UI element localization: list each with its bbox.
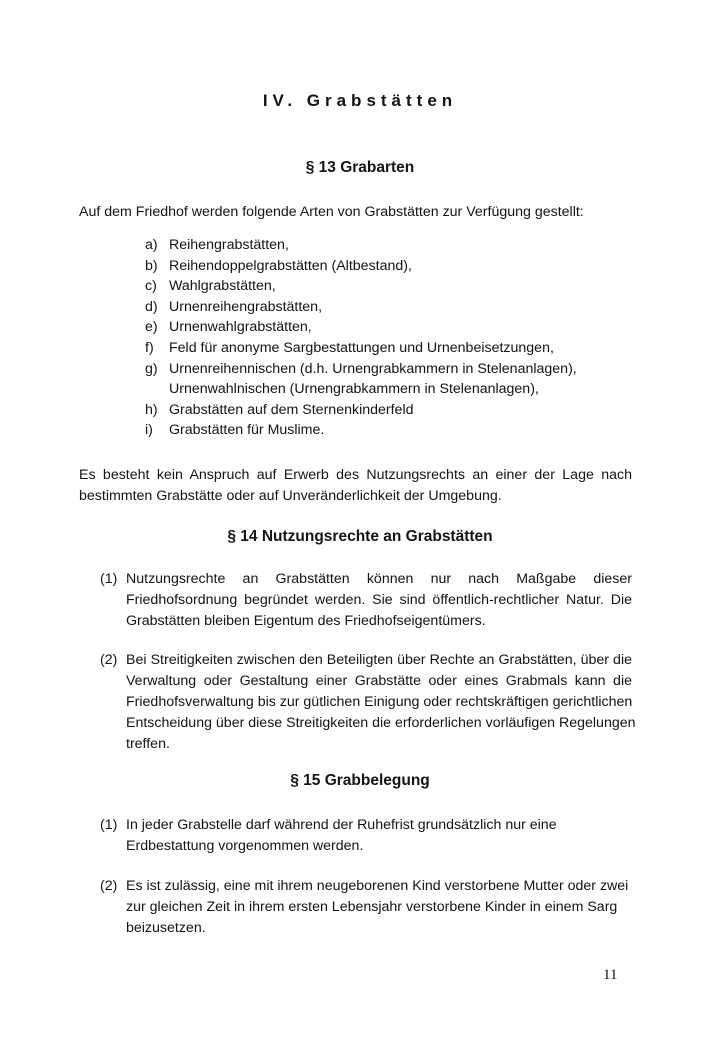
section-13-closing bbox=[79, 465, 632, 507]
list-item-text: Feld für anonyme Sargbestattungen und Urnenbeisetzungen, bbox=[169, 339, 554, 356]
list-item-letter: g) bbox=[145, 360, 158, 377]
paragraph-number: (1) bbox=[100, 817, 118, 833]
paragraph-line: Entscheidung über diese Streitigkeiten die erforderlichen vorläufigen Regelungen bbox=[126, 715, 636, 731]
list-item-letter: i) bbox=[145, 422, 153, 439]
paragraph-line: In jeder Grabstelle darf während der Ruhefrist grundsätzlich nur eine bbox=[126, 817, 557, 833]
paragraph-line: zur gleichen Zeit in ihrem ersten Lebensjahr verstorbene Kinder in einem Sarg bbox=[126, 899, 618, 915]
list-item-text: Grabstätten für Muslime. bbox=[169, 422, 325, 439]
paragraph-line: Es ist zulässig, eine mit ihrem neugeborenen Kind verstorbene Mutter oder zwei bbox=[126, 878, 629, 894]
section-13-heading: § 13 Grabarten bbox=[305, 159, 415, 176]
list-item bbox=[145, 420, 605, 441]
list-item-text: Reihendoppelgrabstätten (Altbestand), bbox=[169, 257, 412, 274]
paragraph-body bbox=[126, 876, 632, 939]
section-13-intro bbox=[79, 202, 632, 223]
list-item bbox=[145, 235, 605, 256]
paragraph-number: (1) bbox=[100, 571, 118, 587]
section-15-paragraph-2 bbox=[100, 876, 632, 939]
grabarten-list bbox=[145, 235, 605, 441]
paragraph-line: Es besteht kein Anspruch auf Erwerb des Nutzungsrechts an einer der Lage nach bbox=[79, 467, 632, 483]
paragraph-line: treffen. bbox=[126, 736, 170, 752]
section-14-paragraph-1 bbox=[100, 569, 632, 632]
list-item bbox=[145, 256, 605, 277]
list-item-letter: f) bbox=[145, 339, 154, 356]
list-item-text-line: Urnenwahlnischen (Urnengrabkammern in Stelenanlagen), bbox=[169, 381, 539, 398]
list-item-letter: d) bbox=[145, 298, 158, 315]
section-14-paragraph-2 bbox=[100, 650, 636, 755]
list-item bbox=[145, 338, 605, 359]
list-item-text: Urnenwahlgrabstätten, bbox=[169, 319, 312, 336]
paragraph-line: Friedhofsverwaltung bis zur gütlichen Einigung oder rechtskräftigen gerichtlichen bbox=[126, 694, 633, 710]
list-item-text: Urnenreihengrabstätten, bbox=[169, 298, 323, 315]
list-item bbox=[145, 317, 605, 338]
list-item-letter: h) bbox=[145, 401, 158, 418]
list-item-text: Reihengrabstätten, bbox=[169, 237, 289, 253]
paragraph-line: Friedhofsordnung begründet werden. Sie sind öffentlich-rechtlicher Natur. Die bbox=[126, 592, 632, 608]
paragraph-number: (2) bbox=[100, 878, 118, 894]
list-item-letter: c) bbox=[145, 278, 157, 295]
section-15-heading: § 15 Grabbelegung bbox=[290, 772, 430, 789]
paragraph-line: Bei Streitigkeiten zwischen den Beteiligten über Rechte an Grabstätten, über die bbox=[126, 652, 632, 668]
page-number: 11 bbox=[603, 967, 618, 983]
section-13-intro-text: Auf dem Friedhof werden folgende Arten von Grabstätten zur Verfügung gestellt: bbox=[79, 204, 584, 220]
paragraph-line: Grabstätten bleiben Eigentum des Friedhofseigentümers. bbox=[126, 613, 486, 629]
list-item-letter: e) bbox=[145, 319, 158, 336]
list-item bbox=[145, 276, 605, 297]
list-item-text: Grabstätten auf dem Sternenkinderfeld bbox=[169, 401, 414, 418]
paragraph-line: beizusetzen. bbox=[126, 920, 206, 936]
list-item-letter: a) bbox=[145, 237, 158, 253]
section-14-heading: § 14 Nutzungsrechte an Grabstätten bbox=[227, 528, 493, 545]
section-15-paragraph-1 bbox=[100, 815, 632, 857]
paragraph-line: Verwaltung oder Gestaltung einer Grabstätte oder eines Grabmals kann die bbox=[126, 673, 632, 689]
list-item bbox=[145, 359, 605, 400]
list-item-text: Wahlgrabstätten, bbox=[169, 278, 276, 295]
list-item-text bbox=[169, 359, 605, 400]
paragraph-body bbox=[126, 815, 632, 857]
paragraph-body bbox=[126, 569, 632, 632]
paragraph-line: bestimmten Grabstätte oder auf Unveränderlichkeit der Umgebung. bbox=[79, 488, 502, 504]
list-item bbox=[145, 297, 605, 318]
list-item bbox=[145, 400, 605, 421]
list-item-text-line: Urnenreihennischen (d.h. Urnengrabkammern in Stelenanlagen), bbox=[169, 360, 577, 377]
paragraph-line: Erdbestattung vorgenommen werden. bbox=[126, 838, 364, 854]
paragraph-number: (2) bbox=[100, 652, 118, 668]
list-item-letter: b) bbox=[145, 257, 158, 274]
paragraph-body bbox=[126, 650, 636, 755]
paragraph-line: Nutzungsrechte an Grabstätten können nur nach Maßgabe dieser bbox=[126, 571, 632, 587]
chapter-title: IV. Grabstätten bbox=[262, 91, 458, 110]
